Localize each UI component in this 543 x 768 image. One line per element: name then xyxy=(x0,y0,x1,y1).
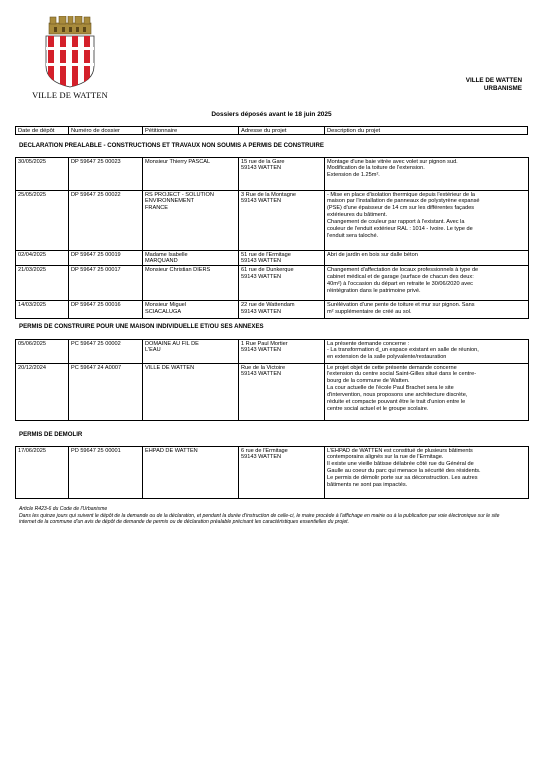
cell-number: DP 59647 25 00023 xyxy=(69,158,143,191)
cell-number: DP 59647 25 00022 xyxy=(69,191,143,251)
table-permis-de-demolir xyxy=(15,446,529,499)
table-row xyxy=(16,158,529,191)
section-title-permis-de-construire: PERMIS DE CONSTRUIRE POUR UNE MAISON INDIVIDUELLE ET/OU SES ANNEXES xyxy=(19,323,264,330)
document-title: Dossiers déposés avant le 18 juin 2025 xyxy=(211,111,332,118)
cell-date: 05/06/2025 xyxy=(16,340,69,364)
cell-applicant: Monsieur Christian DIERS xyxy=(143,266,239,301)
legal-reference: Article R423-6 du Code de l'Urbanisme xyxy=(19,506,108,512)
cell-applicant: VILLE DE WATTEN xyxy=(143,364,239,421)
cell-number: PC 59647 25 00002 xyxy=(69,340,143,364)
cell-number: PD 59647 25 00001 xyxy=(69,447,143,499)
cell-applicant: DOMAINE AU FIL DE L'EAU xyxy=(143,340,239,364)
cell-applicant: EHPAD DE WATTEN xyxy=(143,447,239,499)
cell-description: Abri de jardin en bois sur dalle béton xyxy=(325,251,529,266)
column-header-applicant: Pétitionnaire xyxy=(143,127,239,134)
cell-date: 14/03/2025 xyxy=(16,301,69,319)
cell-address: 3 Rue de la Montagne 59143 WATTEN xyxy=(239,191,325,251)
cell-number: PC 59647 24 A0007 xyxy=(69,364,143,421)
organization-header xyxy=(466,77,522,94)
cell-applicant: Monsieur Miguel SCIACALUGA xyxy=(143,301,239,319)
legal-text: Dans les quinze jours qui suivent le dépôt de la demande ou de la déclaration, et pendant la durée d'instruction de celle-ci, le maire procède à l'affichage en mairie ou à la publication par voie électronique sur le site internet de la commune d'un avis de dépôt de demande de permis ou de déclaration préalable précisant les caractéristiques essentielles du projet. xyxy=(19,512,500,525)
table-row xyxy=(16,340,529,364)
cell-date: 17/06/2025 xyxy=(16,447,69,499)
cell-address: 51 rue de l'Ermitage 59143 WATTEN xyxy=(239,251,325,266)
cell-number: DP 59647 25 00017 xyxy=(69,266,143,301)
cell-description: Le projet objet de cette présente demande concerne l'extension du centre social Saint-Gilles situé dans le centre- bourg de la commune de Watten. La cour actuelle de l'école Paul Brachet sera le site d'intervention, nous proposons une architecture discrète, réduite et compacte pouvant être le trait d'union entre le centre social actuel et le groupe scolaire. xyxy=(325,364,529,421)
cell-description: Changement d'affectation de locaux professionnels à type de cabinet médical et de garage (surface de chacun des deux: 40m²) à l'occasion du départ en retraite le 30/06/2020 avec réintégration dans le patrimoine privé. xyxy=(325,266,529,301)
table-declaration-prealable xyxy=(15,157,529,319)
table-row xyxy=(16,364,529,421)
column-header-row xyxy=(15,126,528,135)
cell-date: 21/03/2025 xyxy=(16,266,69,301)
department-name: URBANISME xyxy=(483,85,522,93)
cell-address: 15 rue de la Gare 59143 WATTEN xyxy=(239,158,325,191)
cell-address: 6 rue de l'Ermitage 59143 WATTEN xyxy=(239,447,325,499)
table-row xyxy=(16,301,529,319)
legal-footnote xyxy=(19,506,509,526)
cell-number: DP 59647 25 00016 xyxy=(69,301,143,319)
logo-caption: VILLE DE WATTEN xyxy=(32,91,108,100)
table-row xyxy=(16,251,529,266)
organization-name: VILLE DE WATTEN xyxy=(465,77,522,84)
cell-address: 22 rue de Wattendam 59143 WATTEN xyxy=(239,301,325,319)
cell-address: Rue de la Victoire 59143 WATTEN xyxy=(239,364,325,421)
cell-description: - Mise en place d'isolation thermique depuis l'extérieur de la maison par l'installation de panneaux de polystyrène expansé (PSE) d'une épaisseur de 14 cm sur les différentes façades extérieures du bâtiment. Changement de couleur par rapport à l'existant. Avec la couleur de l'enduit extérieur RAL : 1014 - Ivoire. Le type de l'enduit sera taloché. xyxy=(325,191,529,251)
cell-date: 30/05/2025 xyxy=(16,158,69,191)
cell-description: L'EHPAD de WATTEN est constitué de plusieurs bâtiments contemporains alignés sur la rue de l'Ermitage. Il existe une vieille bâtisse délabrée côté rue du Général de Gaulle au coeur du parc qui menace la sécurité des résidents. Le permis de démolir porte sur sa déconstruction. Les autres bâtiments ne sont pas impactés. xyxy=(325,447,529,499)
column-header-description: Description du projet xyxy=(327,128,381,134)
table-row xyxy=(16,266,529,301)
table-row xyxy=(16,447,529,499)
cell-description: La présente demande concerne : - La transformation d_un espace existant en salle de réunion, en extension de la salle polyvalente/restauration xyxy=(325,340,529,364)
cell-description: Montage d'une baie vitrée avec volet sur pignon sud. Modification de la toiture de l'extension. Extension de 1.25m². xyxy=(325,158,529,191)
cell-applicant: Madame Isabelle MARQUAND xyxy=(143,251,239,266)
column-header-address: Adresse du projet xyxy=(239,127,325,134)
column-header-number: Numéro de dossier xyxy=(69,127,143,134)
column-header-date: Date de dépôt xyxy=(16,127,69,134)
cell-applicant: RS PROJECT - SOLUTION ENVIRONNEMENT FRANCE xyxy=(143,191,239,251)
table-permis-de-construire xyxy=(15,339,529,421)
section-title-permis-de-demolir: PERMIS DE DEMOLIR xyxy=(19,431,83,438)
cell-date: 25/05/2025 xyxy=(16,191,69,251)
cell-number: DP 59647 25 00019 xyxy=(69,251,143,266)
cell-address: 61 rue de Dunkerque 59143 WATTEN xyxy=(239,266,325,301)
table-row xyxy=(16,191,529,251)
section-title-declaration-prealable: DECLARATION PREALABLE - CONSTRUCTIONS ET TRAVAUX NON SOUMIS A PERMIS DE CONSTRUIRE xyxy=(19,142,324,149)
cell-address: 1 Rue Paul Mortier 59143 WATTEN xyxy=(239,340,325,364)
coat-of-arms-icon xyxy=(40,16,100,88)
cell-date: 02/04/2025 xyxy=(16,251,69,266)
cell-applicant: Monsieur Thierry PASCAL xyxy=(143,158,239,191)
cell-date: 20/12/2024 xyxy=(16,364,69,421)
cell-description: Surélévation d'une pente de toiture et mur sur pignon. Sans m² supplémentaire de créé au sol. xyxy=(325,301,529,319)
